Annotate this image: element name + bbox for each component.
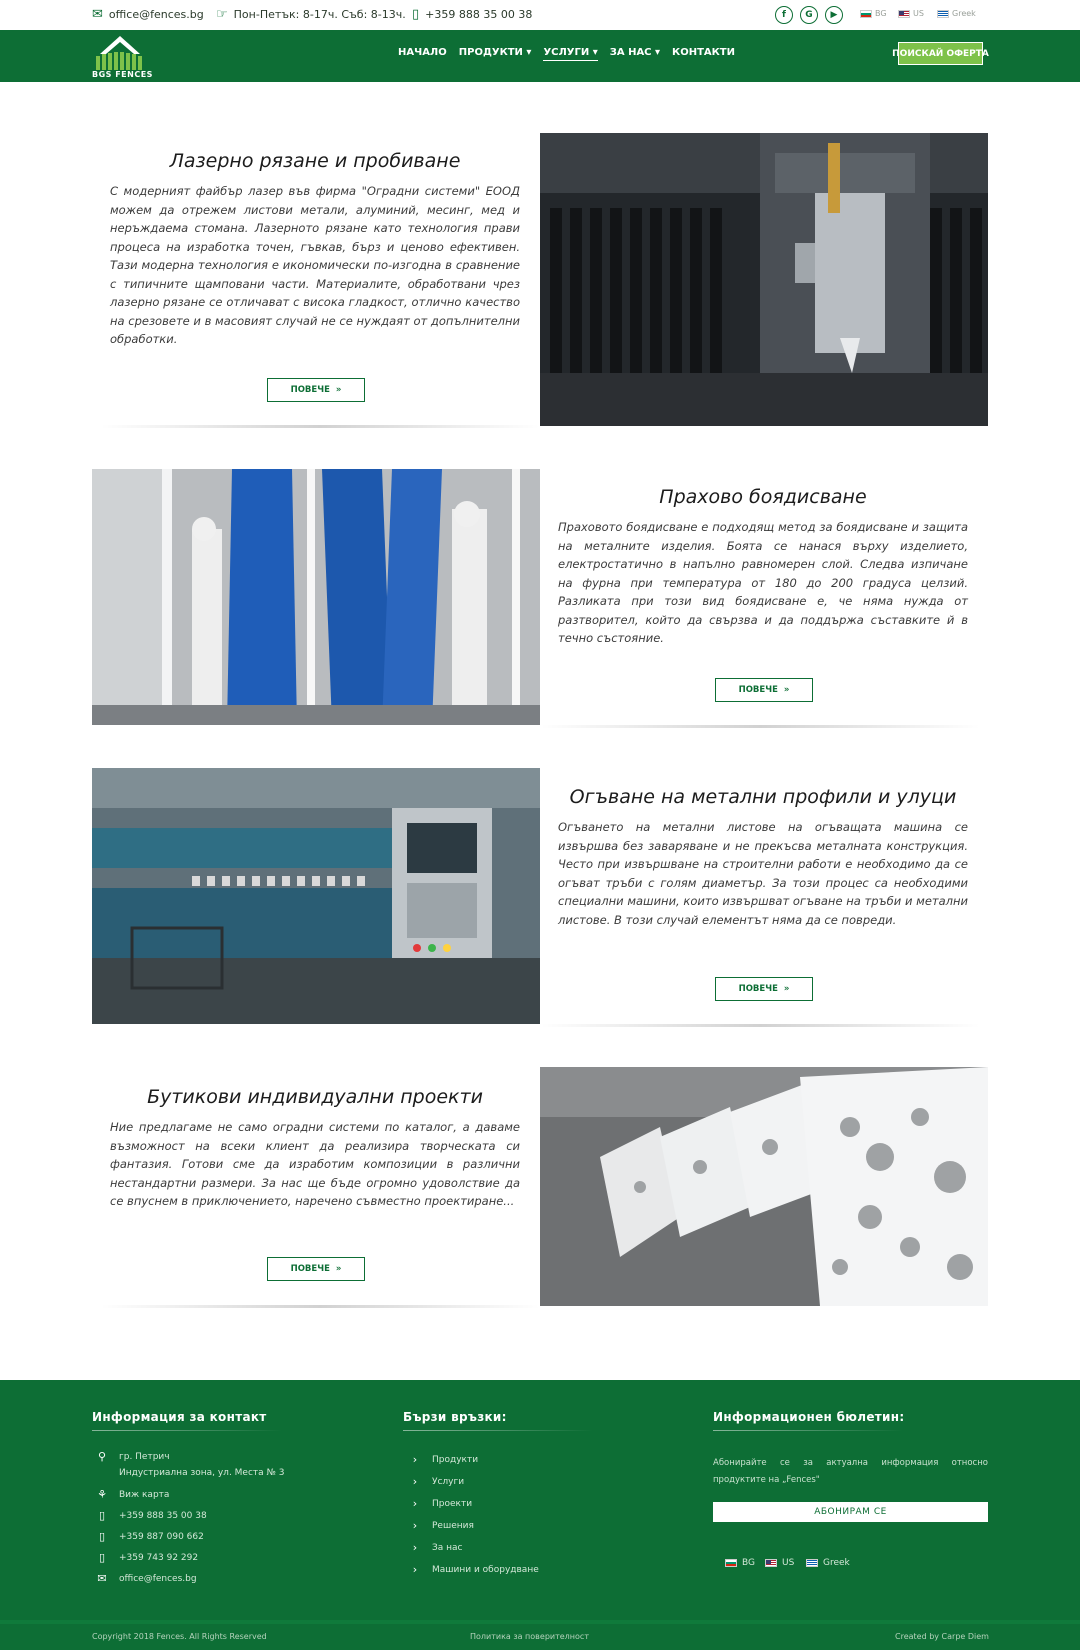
double-chevron-right-icon: » (335, 385, 342, 395)
footer-phone-text: +359 888 35 00 38 (119, 1510, 207, 1521)
footer-link-about[interactable] (408, 1541, 463, 1554)
footer-heading-underline (713, 1430, 903, 1431)
phone-icon: ▯ (98, 1530, 106, 1543)
section-laser (110, 150, 520, 349)
thumbs-up-icon: ☞ (216, 7, 228, 22)
main-navbar (0, 30, 1080, 82)
bending-machine-image (92, 768, 540, 1024)
lang-label: US (782, 1558, 795, 1568)
footer-link-text: Продукти (432, 1454, 479, 1465)
us-flag-icon (765, 1559, 777, 1567)
footer-phone-1[interactable] (95, 1509, 207, 1522)
youtube-icon[interactable]: ▶ (825, 6, 843, 24)
nav-about[interactable]: ЗА НАС ▾ (609, 47, 661, 58)
footer-link-services[interactable] (408, 1475, 464, 1488)
footer-link-projects[interactable] (408, 1497, 472, 1510)
subscribe-button[interactable]: АБОНИРАМ СЕ (713, 1502, 988, 1522)
map-pin-icon: ⚲ (97, 1450, 107, 1463)
double-chevron-right-icon: » (335, 1264, 342, 1274)
footer-link-text: За нас (432, 1542, 463, 1553)
footer-phone-text: +359 887 090 662 (119, 1531, 204, 1542)
footer-link-machines[interactable] (408, 1563, 539, 1576)
top-hours (216, 8, 406, 21)
footer-lang-us[interactable] (765, 1558, 794, 1568)
author-credit[interactable]: Created by Carpe Diem (895, 1632, 989, 1641)
nav-contacts[interactable]: КОНТАКТИ (672, 47, 735, 58)
footer-heading-underline (92, 1430, 282, 1431)
nav-home[interactable]: НАЧАЛО (398, 47, 447, 58)
decorative-panels-image (540, 1067, 988, 1306)
top-bar (0, 0, 1080, 30)
chevron-right-icon: › (412, 1497, 418, 1510)
lang-label: Greek (823, 1558, 850, 1568)
main-menu (398, 47, 735, 61)
footer-email[interactable] (95, 1572, 197, 1585)
more-button-boutique[interactable] (267, 1257, 365, 1281)
nav-services[interactable]: УСЛУГИ ▾ (543, 47, 597, 61)
section-title: Прахово боядисване (659, 486, 867, 508)
section-divider (540, 1024, 980, 1027)
privacy-policy-link[interactable]: Политика за поверителност (470, 1632, 589, 1641)
bg-flag-icon (860, 10, 872, 18)
footer-lang-gr[interactable] (806, 1558, 850, 1568)
phone-icon: ▯ (98, 1551, 106, 1564)
chevron-right-icon: › (412, 1453, 418, 1466)
footer-map-link[interactable] (95, 1488, 169, 1501)
section-title: Бутикови индивидуални проекти (147, 1086, 483, 1108)
footer-newsletter-heading: Информационен бюлетин: (713, 1410, 905, 1424)
newsletter-text: Абонирайте се за актуална информация относно продуктите на „Fences" (713, 1458, 988, 1485)
lang-gr-top[interactable] (937, 9, 976, 18)
more-button-label: ПОВЕЧЕ (290, 1264, 330, 1274)
footer-links-heading: Бързи връзки: (403, 1410, 507, 1424)
powder-coating-image (92, 469, 540, 725)
section-boutique (110, 1086, 520, 1211)
footer-link-text: Услуги (432, 1476, 465, 1487)
lang-us-top[interactable] (898, 9, 924, 18)
footer-city-text: гр. Петрич (119, 1451, 170, 1462)
section-body: С модерният файбър лазер във фирма "Оградни системи" ЕООД можем да отрежем листови метали, алуминий, месинг, мед и неръждаема стомана. Лазерното рязане като технология прави процеса на изработка точен, гъвкав, бърз и ценово ефективен. Тази модерна технология е икономически по-изгодна в сравнение с типичните щамповани части. Материалите, обработвани чрез лазерно рязане се отличават с висока гладкост, отлично качество на срезовете и в масовият случай не се нуждаят от допълнителни обработки. (110, 184, 520, 346)
us-flag-icon (898, 10, 910, 18)
facebook-icon[interactable]: f (775, 6, 793, 24)
more-button-bending[interactable] (715, 977, 813, 1001)
laser-cutting-image (540, 133, 988, 426)
copyright-text: Copyright 2018 Fences. All Rights Reserved (92, 1632, 267, 1641)
chevron-right-icon: › (412, 1541, 418, 1554)
double-chevron-right-icon: » (783, 685, 790, 695)
greek-flag-icon (806, 1559, 818, 1567)
section-body: Ние предлагаме не само оградни системи по каталог, а даваме възможност на всеки клиент да реализира творческата си фантазия. Готови сме да изработим композиции в различни нестандартни размери. За нас ще бъде огромно удоволствие да се впуснем в приключението, наречено съвместно проектиране... (110, 1120, 520, 1208)
section-divider (100, 1305, 540, 1308)
footer-contact-heading: Информация за контакт (92, 1410, 267, 1424)
chevron-right-icon: › (412, 1519, 418, 1532)
footer-address (95, 1468, 284, 1478)
google-plus-icon[interactable]: G (800, 6, 818, 24)
more-button-powder[interactable] (715, 678, 813, 702)
bottom-bar (0, 1620, 1080, 1650)
logo-text: BGS FENCES (92, 70, 153, 79)
footer-address-text: Индустриална зона, ул. Места № 3 (119, 1468, 285, 1478)
footer-heading-underline (403, 1430, 593, 1431)
more-button-laser[interactable] (267, 378, 365, 402)
section-title: Лазерно рязане и пробиване (169, 150, 461, 172)
more-button-label: ПОВЕЧЕ (738, 984, 778, 994)
envelope-icon: ✉ (92, 7, 103, 22)
footer-lang-bg[interactable] (725, 1558, 755, 1568)
footer-phone-2[interactable] (95, 1530, 204, 1543)
lang-us-label: US (913, 9, 924, 18)
lang-bg-top[interactable] (860, 9, 887, 18)
section-bending (558, 786, 968, 929)
section-title: Огъване на метални профили и улуци (569, 786, 957, 808)
top-phone-text: +359 888 35 00 38 (425, 8, 533, 21)
envelope-icon: ✉ (97, 1572, 107, 1585)
more-button-label: ПОВЕЧЕ (738, 685, 778, 695)
phone-icon: ▯ (412, 7, 420, 22)
top-hours-text: Пон-Петък: 8-17ч. Съб: 8-13ч. (233, 8, 406, 21)
map-icon: ⚘ (97, 1488, 107, 1501)
section-divider (100, 425, 540, 428)
footer-city (95, 1450, 170, 1463)
footer-map-text: Виж карта (119, 1489, 170, 1500)
site-footer (0, 1380, 1080, 1620)
section-body: Огъването на метални листове на огъващата машина се извършва без заваряване и не прекъсва металната конструкция. Често при извършване на строителни работи е необходимо да се огъват тръби с голям диаметър. За този процес са необходими специални машини, които извършват огъване на тръби и метални листове. В този случай елементът няма да се повреди. (558, 820, 968, 927)
footer-link-text: Решения (432, 1520, 474, 1531)
phone-icon: ▯ (98, 1509, 106, 1522)
footer-link-products[interactable] (408, 1453, 478, 1466)
footer-link-solutions[interactable] (408, 1519, 474, 1532)
bg-flag-icon (725, 1559, 737, 1567)
footer-email-text: office@fences.bg (119, 1573, 197, 1584)
double-chevron-right-icon: » (783, 984, 790, 994)
footer-phone-3[interactable] (95, 1551, 198, 1564)
nav-products[interactable]: ПРОДУКТИ ▾ (458, 47, 532, 58)
lang-gr-label: Greek (952, 9, 976, 18)
chevron-right-icon: › (412, 1563, 418, 1576)
section-body: Праховото боядисване е подходящ метод за боядисване и защита на металните изделия. Боята се нанася върху изделието, електростатично в напълно равномерен слой. Следва изпичане на фурна при температура от 180 до 200 градуса целзий. Разликата при този вид боядисване е, че няма нужда от разтворител, който да свързва и да поддържа съставките й в течно състояние. (558, 520, 968, 645)
request-offer-button[interactable]: ПОИСКАЙ ОФЕРТА (898, 42, 983, 65)
top-email-text: office@fences.bg (108, 8, 204, 21)
more-button-label: ПОВЕЧЕ (290, 385, 330, 395)
top-phone[interactable] (412, 8, 532, 21)
greek-flag-icon (937, 10, 949, 18)
footer-link-text: Машини и оборудване (432, 1564, 539, 1575)
section-powder-coating (558, 486, 968, 648)
lang-bg-label: BG (875, 9, 887, 18)
lang-label: BG (742, 1558, 755, 1568)
footer-phone-text: +359 743 92 292 (119, 1552, 199, 1563)
footer-link-text: Проекти (432, 1498, 473, 1509)
chevron-right-icon: › (412, 1475, 418, 1488)
top-email[interactable] (92, 8, 204, 21)
section-divider (540, 725, 980, 728)
